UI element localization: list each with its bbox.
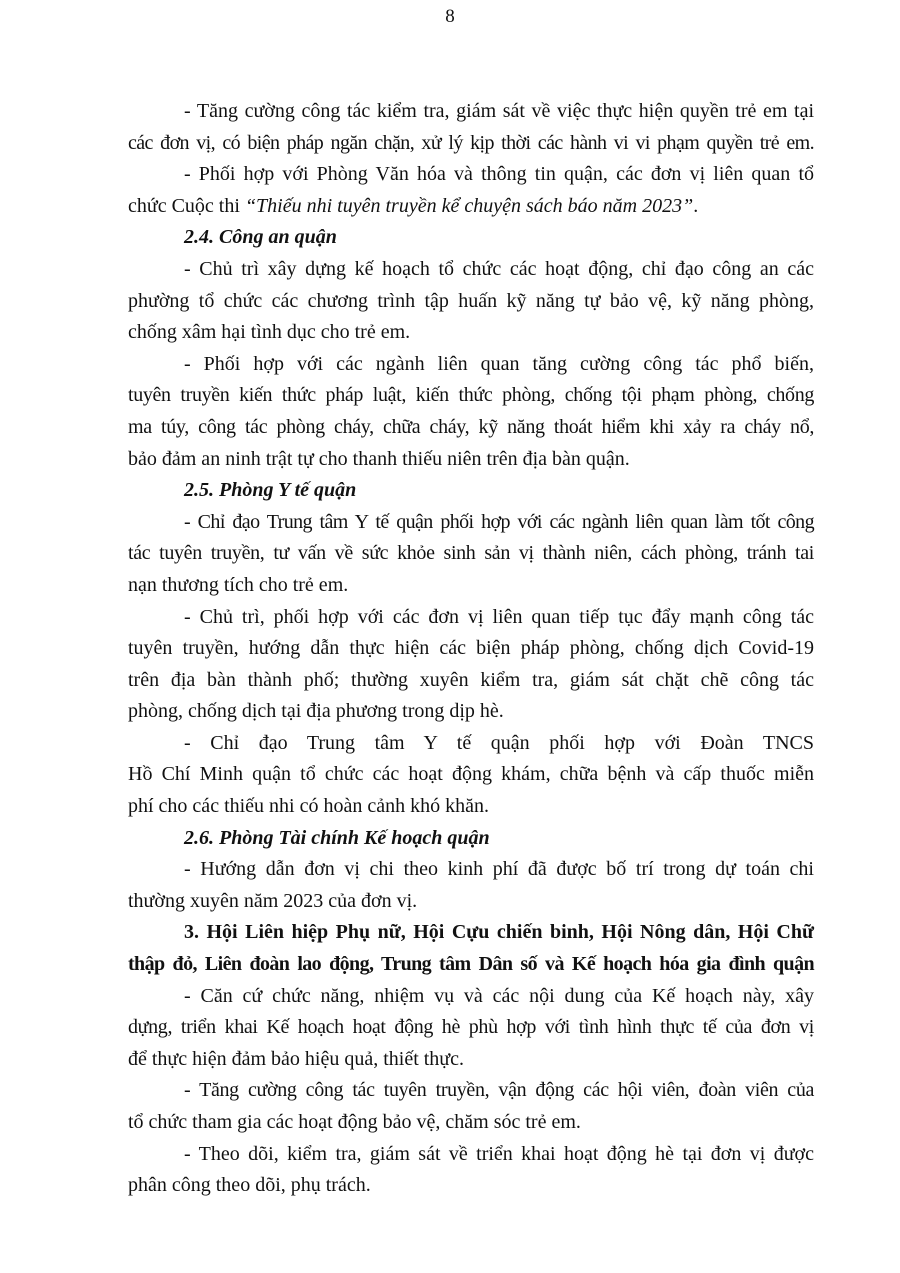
text-line: - Chỉ đạo Trung tâm Y tế quận phối hợp với các ngành liên quan làm tốt công (184, 510, 814, 533)
text-line: - Phối hợp với Phòng Văn hóa và thông tin quận, các đơn vị liên quan tổ (184, 163, 814, 186)
paragraph (128, 981, 814, 1076)
text-span: . (693, 194, 699, 217)
text-line: chống xâm hại tình dục cho trẻ em. (128, 321, 411, 344)
text-span: chức Cuộc thi (128, 194, 245, 217)
document-body (128, 96, 814, 1202)
text-line (128, 191, 814, 223)
paragraph (128, 1139, 814, 1202)
section-heading-2-5: 2.5. Phòng Y tế quận (184, 479, 357, 502)
text-line: phân công theo dõi, phụ trách. (128, 1174, 371, 1197)
paragraph (128, 159, 814, 222)
text-line: phí cho các thiếu nhi có hoàn cảnh khó khăn. (128, 795, 489, 818)
text-line: - Hướng dẫn đơn vị chi theo kinh phí đã được bố trí trong dự toán chi (184, 858, 814, 881)
text-line: - Tăng cường công tác tuyên truyền, vận động các hội viên, đoàn viên của (184, 1079, 814, 1102)
paragraph (128, 1075, 814, 1138)
text-line: để thực hiện đảm bảo hiệu quả, thiết thực. (128, 1047, 465, 1070)
section-heading-3 (128, 917, 814, 980)
text-line: 3. Hội Liên hiệp Phụ nữ, Hội Cựu chiến binh, Hội Nông dân, Hội Chữ (184, 921, 814, 944)
paragraph (128, 254, 814, 349)
text-line: - Tăng cường công tác kiểm tra, giám sát về việc thực hiện quyền trẻ em tại (184, 100, 814, 122)
section-heading-2-4: 2.4. Công an quận (184, 226, 337, 249)
text-line: bảo đảm an ninh trật tự cho thanh thiếu niên trên địa bàn quận. (128, 447, 630, 470)
text-line: nạn thương tích cho trẻ em. (128, 573, 349, 596)
text-line: tuyên truyền, hướng dẫn thực hiện các biện pháp phòng, chống dịch Covid-19 (128, 637, 814, 660)
text-line: - Chủ trì xây dựng kế hoạch tổ chức các hoạt động, chỉ đạo công an các (184, 257, 814, 280)
text-line: phòng, chống dịch tại địa phương trong dịp hè. (128, 700, 504, 723)
paragraph (128, 602, 814, 728)
text-line: tổ chức tham gia các hoạt động bảo vệ, chăm sóc trẻ em. (128, 1111, 581, 1133)
text-line: các đơn vị, có biện pháp ngăn chặn, xử lý kịp thời các hành vi vi phạm quyền trẻ em. (128, 131, 814, 154)
text-line: thập đỏ, Liên đoàn lao động, Trung tâm Dân số và Kế hoạch hóa gia đình quận (128, 953, 814, 976)
text-line: - Căn cứ chức năng, nhiệm vụ và các nội dung của Kế hoạch này, xây (184, 984, 814, 1007)
text-line: - Chủ trì, phối hợp với các đơn vị liên quan tiếp tục đẩy mạnh công tác (184, 605, 814, 628)
paragraph (128, 728, 814, 823)
text-line: Hồ Chí Minh quận tổ chức các hoạt động khám, chữa bệnh và cấp thuốc miễn (128, 763, 814, 786)
paragraph (128, 854, 814, 917)
paragraph (128, 507, 814, 602)
text-line: phường tổ chức các chương trình tập huấn kỹ năng tự bảo vệ, kỹ năng phòng, (128, 289, 814, 312)
text-line: trên địa bàn thành phố; thường xuyên kiểm tra, giám sát chặt chẽ công tác (128, 668, 814, 691)
text-line: tuyên truyền kiến thức pháp luật, kiến thức phòng, chống tội phạm phòng, chống (128, 384, 814, 407)
text-line: tác tuyên truyền, tư vấn về sức khỏe sinh sản vị thành niên, cách phòng, tránh tai (128, 542, 814, 565)
page-number: 8 (445, 6, 455, 27)
text-line: - Phối hợp với các ngành liên quan tăng cường công tác phổ biến, (184, 352, 814, 375)
section-heading-2-6: 2.6. Phòng Tài chính Kế hoạch quận (184, 826, 490, 849)
text-line: thường xuyên năm 2023 của đơn vị. (128, 889, 418, 912)
text-line: - Theo dõi, kiểm tra, giám sát về triển khai hoạt động hè tại đơn vị được (184, 1142, 814, 1165)
paragraph (128, 96, 814, 159)
text-line: ma túy, công tác phòng cháy, chữa cháy, kỹ năng thoát hiểm khi xảy ra cháy nổ, (128, 415, 814, 438)
text-line: dựng, triển khai Kế hoạch hoạt động hè phù hợp với tình hình thực tế của đơn vị (128, 1016, 814, 1039)
text-line: - Chỉ đạo Trung tâm Y tế quận phối hợp với Đoàn TNCS (184, 731, 814, 754)
contest-title: “Thiếu nhi tuyên truyền kể chuyện sách báo năm 2023” (244, 194, 694, 217)
paragraph (128, 349, 814, 475)
